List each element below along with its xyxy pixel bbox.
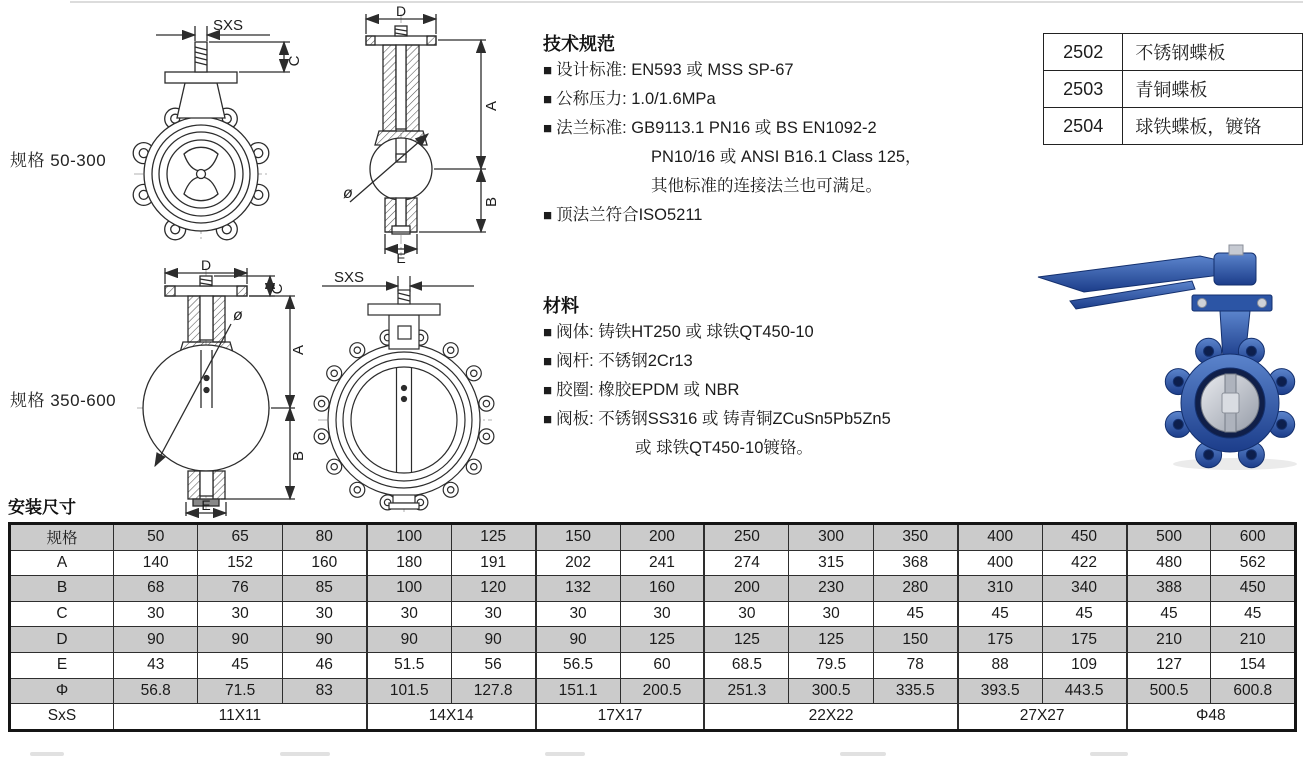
dimension-cell: 90 — [451, 627, 535, 653]
size-header-cell: 100 — [367, 524, 451, 551]
dimension-cell: 600.8 — [1211, 678, 1296, 704]
dimension-cell: 85 — [282, 576, 366, 602]
dimension-cell: 450 — [1211, 576, 1296, 602]
product-photo-butterfly-valve — [1030, 243, 1298, 471]
spec-line — [543, 172, 1023, 201]
dim-label-phi: ø — [343, 185, 353, 202]
model-desc: 青铜蝶板 — [1123, 71, 1303, 108]
dimension-cell: 78 — [873, 652, 957, 678]
spec-text: 阀体: 铸铁HT250 或 球铁QT450-10 — [556, 323, 814, 341]
dimension-cell: 175 — [1042, 627, 1126, 653]
dimension-cell: 30 — [789, 601, 873, 627]
dimension-cell: 30 — [536, 601, 620, 627]
dim-label-a: A — [483, 100, 500, 112]
dimension-cell: 71.5 — [198, 678, 282, 704]
dimension-cell: 45 — [198, 652, 282, 678]
sxs-group-cell: 27X27 — [958, 704, 1127, 731]
dimension-row-label: B — [10, 576, 114, 602]
bullet-square-icon: ■ — [543, 207, 553, 224]
dimension-cell: 30 — [704, 601, 788, 627]
dimension-cell: 60 — [620, 652, 704, 678]
dim-label-a: A — [290, 344, 307, 356]
size-header-cell: 450 — [1042, 524, 1126, 551]
bullet-square-icon: ■ — [543, 120, 553, 137]
dimension-cell: 154 — [1211, 652, 1296, 678]
bullet-square-icon: ■ — [543, 91, 553, 108]
size-header-cell: 50 — [114, 524, 198, 551]
install-dimensions-table — [8, 522, 1297, 732]
dimension-cell: 68 — [114, 576, 198, 602]
bullet-square-icon: ■ — [543, 353, 553, 370]
spec-text: PN10/16 或 ANSI B16.1 Class 125， — [651, 148, 922, 166]
dimension-cell: 76 — [198, 576, 282, 602]
dimension-cell: 422 — [1042, 550, 1126, 576]
dimension-cell: 160 — [620, 576, 704, 602]
drawing-large-front-view — [308, 262, 503, 514]
spec-line — [543, 434, 1023, 463]
dimension-cell: 125 — [620, 627, 704, 653]
dimension-cell: 45 — [1211, 601, 1296, 627]
scan-artifact — [280, 752, 330, 756]
dimension-cell: 90 — [114, 627, 198, 653]
spec-line — [543, 85, 1023, 114]
dim-label-sxs: SXS — [213, 17, 244, 34]
dimension-cell: 310 — [958, 576, 1042, 602]
dimension-cell: 500.5 — [1127, 678, 1211, 704]
model-code: 2504 — [1044, 108, 1123, 145]
sxs-row — [10, 704, 1296, 731]
dimension-cell: 175 — [958, 627, 1042, 653]
spec-text: 胶圈: 橡胶EPDM 或 NBR — [556, 381, 740, 399]
dimension-cell: 83 — [282, 678, 366, 704]
dimension-cell: 230 — [789, 576, 873, 602]
dimension-cell: 280 — [873, 576, 957, 602]
spec-line — [543, 143, 1023, 172]
sxs-row-label: SxS — [10, 704, 114, 731]
dim-label-d: D — [395, 6, 407, 19]
dimension-row — [10, 652, 1296, 678]
dimension-cell: 88 — [958, 652, 1042, 678]
dimension-row-label: C — [10, 601, 114, 627]
model-code-table — [1043, 33, 1303, 145]
dimension-cell: 109 — [1042, 652, 1126, 678]
sxs-group-cell: 22X22 — [704, 704, 957, 731]
size-header-corner: 规格 — [10, 524, 114, 551]
dimension-cell: 68.5 — [704, 652, 788, 678]
dimension-cell: 132 — [536, 576, 620, 602]
dimension-cell: 90 — [282, 627, 366, 653]
dimension-row — [10, 576, 1296, 602]
dimension-cell: 101.5 — [367, 678, 451, 704]
size-header-cell: 125 — [451, 524, 535, 551]
dimension-cell: 51.5 — [367, 652, 451, 678]
table-row — [1044, 108, 1303, 145]
bullet-square-icon: ■ — [543, 382, 553, 399]
dimension-cell: 46 — [282, 652, 366, 678]
dim-label-b: B — [483, 196, 500, 208]
size-range-label-small: 规格 50-300 — [10, 151, 107, 170]
dimension-cell: 251.3 — [704, 678, 788, 704]
dimension-cell: 480 — [1127, 550, 1211, 576]
dimension-row-label: A — [10, 550, 114, 576]
dim-label-d: D — [200, 258, 212, 273]
spec-text: 法兰标准: GB9113.1 PN16 或 BS EN1092-2 — [556, 119, 877, 137]
dimension-cell: 335.5 — [873, 678, 957, 704]
drawing-small-front-view — [118, 14, 303, 254]
size-header-row — [10, 524, 1296, 551]
dimension-cell: 125 — [789, 627, 873, 653]
dim-label-c: C — [269, 283, 286, 295]
bullet-square-icon: ■ — [543, 62, 553, 79]
dimension-row-label: E — [10, 652, 114, 678]
dimension-cell: 300.5 — [789, 678, 873, 704]
dimension-cell: 562 — [1211, 550, 1296, 576]
size-header-cell: 500 — [1127, 524, 1211, 551]
dimension-row — [10, 627, 1296, 653]
dimension-cell: 90 — [198, 627, 282, 653]
dimension-cell: 443.5 — [1042, 678, 1126, 704]
dimension-cell: 241 — [620, 550, 704, 576]
dimension-cell: 56.5 — [536, 652, 620, 678]
dimension-cell: 30 — [367, 601, 451, 627]
size-header-cell: 65 — [198, 524, 282, 551]
dimension-row — [10, 550, 1296, 576]
dimension-cell: 140 — [114, 550, 198, 576]
size-header-cell: 350 — [873, 524, 957, 551]
dimension-cell: 90 — [536, 627, 620, 653]
dimension-cell: 45 — [1042, 601, 1126, 627]
spec-line — [543, 347, 1023, 376]
dimension-cell: 151.1 — [536, 678, 620, 704]
dimension-cell: 45 — [873, 601, 957, 627]
dimension-cell: 90 — [367, 627, 451, 653]
bullet-square-icon: ■ — [543, 324, 553, 341]
size-range-label-large: 规格 350-600 — [10, 391, 117, 410]
table-row — [1044, 71, 1303, 108]
spec-line — [543, 56, 1023, 85]
spec-line — [543, 405, 1023, 434]
dimension-cell: 30 — [114, 601, 198, 627]
tech-specs-list — [543, 56, 1023, 230]
dimension-cell: 202 — [536, 550, 620, 576]
spec-text: 设计标准: EN593 或 MSS SP-67 — [556, 61, 794, 79]
size-header-cell: 80 — [282, 524, 366, 551]
bullet-square-icon: ■ — [543, 411, 553, 428]
dimension-cell: 400 — [958, 550, 1042, 576]
tech-specs-title: 技术规范 — [543, 34, 615, 54]
dimension-cell: 200.5 — [620, 678, 704, 704]
spec-line — [543, 318, 1023, 347]
size-header-cell: 400 — [958, 524, 1042, 551]
dimension-cell: 191 — [451, 550, 535, 576]
spec-text: 阀板: 不锈钢SS316 或 铸青铜ZCuSn5Pb5Zn5 — [556, 410, 891, 428]
dimension-cell: 393.5 — [958, 678, 1042, 704]
model-desc: 球铁蝶板，镀铬 — [1123, 108, 1303, 145]
dimension-cell: 180 — [367, 550, 451, 576]
sxs-group-cell: 17X17 — [536, 704, 705, 731]
dimension-cell: 160 — [282, 550, 366, 576]
scan-artifact — [1090, 752, 1128, 756]
dimension-cell: 56.8 — [114, 678, 198, 704]
model-code: 2502 — [1044, 34, 1123, 71]
dimension-cell: 45 — [958, 601, 1042, 627]
dimension-row-label: D — [10, 627, 114, 653]
size-header-cell: 600 — [1211, 524, 1296, 551]
dimension-cell: 210 — [1127, 627, 1211, 653]
dimension-cell: 127.8 — [451, 678, 535, 704]
dimension-cell: 388 — [1127, 576, 1211, 602]
dimension-cell: 120 — [451, 576, 535, 602]
spec-text: 或 球铁QT450-10镀铬。 — [635, 439, 813, 457]
sxs-group-cell: Φ48 — [1127, 704, 1296, 731]
drawing-small-section-view — [338, 6, 503, 264]
scan-artifact — [30, 752, 64, 756]
dimension-cell: 45 — [1127, 601, 1211, 627]
dimension-cell: 125 — [704, 627, 788, 653]
spec-line — [543, 376, 1023, 405]
dim-label-e: E — [396, 250, 406, 264]
dim-label-b: B — [290, 450, 307, 462]
dimension-cell: 315 — [789, 550, 873, 576]
size-header-cell: 250 — [704, 524, 788, 551]
scan-artifact-top — [70, 1, 1303, 3]
valve-disc — [1201, 374, 1259, 432]
dimension-cell: 30 — [282, 601, 366, 627]
dimension-cell: 200 — [704, 576, 788, 602]
model-desc: 不锈钢蝶板 — [1123, 34, 1303, 71]
dimension-row — [10, 601, 1296, 627]
dimension-row — [10, 678, 1296, 704]
dimension-cell: 152 — [198, 550, 282, 576]
dimension-cell: 56 — [451, 652, 535, 678]
scan-artifact — [840, 752, 886, 756]
install-dimensions-title: 安装尺寸 — [8, 498, 76, 517]
table-row — [1044, 34, 1303, 71]
drawing-large-section-view — [125, 258, 315, 518]
spec-text: 公称压力: 1.0/1.6MPa — [556, 90, 716, 108]
dim-label-e: E — [201, 497, 211, 513]
size-header-cell: 200 — [620, 524, 704, 551]
dimension-cell: 79.5 — [789, 652, 873, 678]
model-code: 2503 — [1044, 71, 1123, 108]
dim-label-phi: ø — [233, 307, 243, 324]
spec-line — [543, 114, 1023, 143]
dimension-cell: 340 — [1042, 576, 1126, 602]
dimension-row-label: Φ — [10, 678, 114, 704]
spec-text: 顶法兰符合ISO5211 — [556, 206, 703, 224]
spec-text: 阀杆: 不锈钢2Cr13 — [556, 352, 693, 370]
size-header-cell: 150 — [536, 524, 620, 551]
dimension-cell: 30 — [451, 601, 535, 627]
spec-line — [543, 201, 1023, 230]
dim-label-sxs: SXS — [334, 269, 365, 286]
dimension-cell: 127 — [1127, 652, 1211, 678]
size-header-cell: 300 — [789, 524, 873, 551]
dimension-cell: 210 — [1211, 627, 1296, 653]
sxs-group-cell: 11X11 — [114, 704, 367, 731]
dimension-cell: 30 — [198, 601, 282, 627]
dimension-cell: 150 — [873, 627, 957, 653]
dimension-cell: 368 — [873, 550, 957, 576]
spec-text: 其他标准的连接法兰也可满足。 — [651, 177, 882, 195]
dimension-cell: 100 — [367, 576, 451, 602]
dimension-cell: 43 — [114, 652, 198, 678]
sxs-group-cell: 14X14 — [367, 704, 536, 731]
scan-artifact — [545, 752, 585, 756]
dimension-cell: 30 — [620, 601, 704, 627]
dimension-cell: 274 — [704, 550, 788, 576]
materials-list — [543, 318, 1023, 463]
dim-label-c: C — [286, 55, 303, 67]
materials-title: 材料 — [543, 296, 579, 316]
